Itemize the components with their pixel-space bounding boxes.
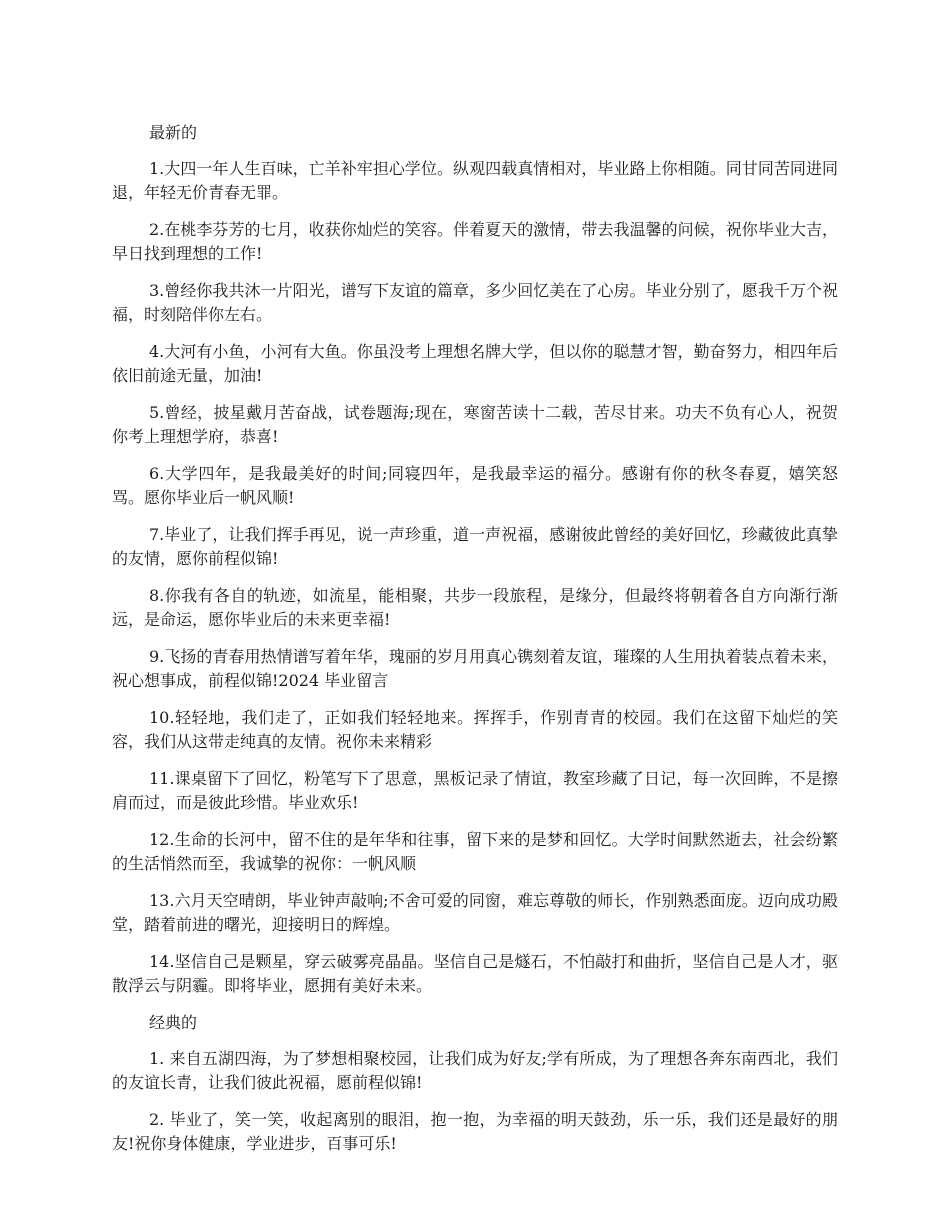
- message-item: 9.飞扬的青春用热情谱写着年华，瑰丽的岁月用真心镌刻着友谊，璀璨的人生用执着装点着未来，祝心想事成，前程似锦!2024 毕业留言: [112, 647, 838, 690]
- message-item: 14.坚信自己是颗星，穿云破雾亮晶晶。坚信自己是燧石，不怕敲打和曲折，坚信自己是人才，驱散浮云与阴霾。即将毕业，愿拥有美好未来。: [112, 952, 838, 995]
- message-item: 2. 毕业了，笑一笑，收起离别的眼泪，抱一抱，为幸福的明天鼓劲，乐一乐，我们还是最好的朋友!祝你身体健康，学业进步，百事可乐!: [112, 1110, 838, 1153]
- message-item: 12.生命的长河中，留不住的是年华和往事，留下来的是梦和回忆。大学时间默然逝去，社会纷繁的生活悄然而至，我诚挚的祝你：一帆风顺: [112, 830, 838, 873]
- section-heading: 最新的: [149, 123, 198, 142]
- message-item: 1.大四一年人生百味，亡羊补牢担心学位。纵观四载真情相对，毕业路上你相随。同甘同苦同进同退，年轻无价青春无罪。: [112, 159, 838, 202]
- message-item: 8.你我有各自的轨迹，如流星，能相聚，共步一段旅程，是缘分，但最终将朝着各自方向渐行渐远，是命运，愿你毕业后的未来更幸福!: [112, 586, 838, 629]
- message-item: 10.轻轻地，我们走了，正如我们轻轻地来。挥挥手，作别青青的校园。我们在这留下灿烂的笑容，我们从这带走纯真的友情。祝你未来精彩: [112, 708, 838, 751]
- message-item: 7.毕业了，让我们挥手再见，说一声珍重，道一声祝福，感谢彼此曾经的美好回忆，珍藏彼此真挚的友情，愿你前程似锦!: [112, 525, 838, 568]
- message-item: 13.六月天空晴朗，毕业钟声敲响;不舍可爱的同窗，难忘尊敬的师长，作别熟悉面庞。迈向成功殿堂，踏着前进的曙光，迎接明日的辉煌。: [112, 891, 838, 934]
- section-heading: 经典的: [149, 1013, 198, 1032]
- message-item: 2.在桃李芬芳的七月，收获你灿烂的笑容。伴着夏天的激情，带去我温馨的问候，祝你毕业大吉，早日找到理想的工作!: [112, 220, 838, 263]
- document-body: [112, 121, 838, 1169]
- message-item: 3.曾经你我共沐一片阳光，谱写下友谊的篇章，多少回忆美在了心房。毕业分别了，愿我千万个祝福，时刻陪伴你左右。: [112, 281, 838, 324]
- section-classic: [112, 1011, 838, 1156]
- message-item: 11.课桌留下了回忆，粉笔写下了思意，黑板记录了情谊，教室珍藏了日记，每一次回眸，不是擦肩而过，而是彼此珍惜。毕业欢乐!: [112, 769, 838, 812]
- section-latest: [112, 121, 838, 998]
- message-item: 5.曾经，披星戴月苦奋战，试卷题海;现在，寒窗苦读十二载，苦尽甘来。功夫不负有心人，祝贺你考上理想学府，恭喜!: [112, 403, 838, 446]
- message-item: 1. 来自五湖四海，为了梦想相聚校园，让我们成为好友;学有所成，为了理想各奔东南西北，我们的友谊长青，让我们彼此祝福，愿前程似锦!: [112, 1049, 838, 1092]
- message-item: 6.大学四年，是我最美好的时间;同寝四年，是我最幸运的福分。感谢有你的秋冬春夏，嬉笑怒骂。愿你毕业后一帆风顺!: [112, 464, 838, 507]
- message-item: 4.大河有小鱼，小河有大鱼。你虽没考上理想名牌大学，但以你的聪慧才智，勤奋努力，相四年后依旧前途无量，加油!: [112, 342, 838, 385]
